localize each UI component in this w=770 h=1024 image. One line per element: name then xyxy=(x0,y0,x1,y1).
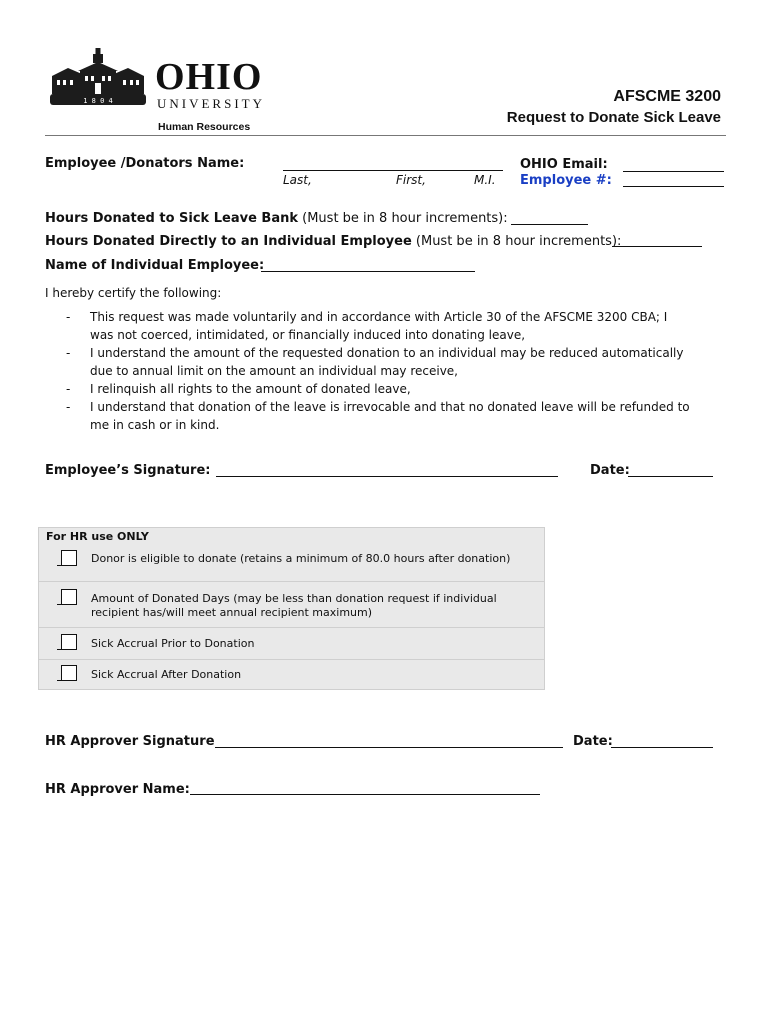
checkbox-underline xyxy=(57,604,77,605)
certification-item-line: I understand that donation of the leave is irrevocable and that no donated leave will be refunded to xyxy=(90,400,690,414)
hours-individual-note: (Must be in 8 hour increments): xyxy=(415,234,622,249)
hr-checklist-label-line: Amount of Donated Days (may be less than donation request if individual xyxy=(91,592,497,605)
hr-approver-date-field[interactable] xyxy=(611,734,713,748)
employee-signature-field[interactable] xyxy=(216,463,558,477)
hr-checklist-label: Sick Accrual After Donation xyxy=(91,668,242,681)
hours-individual-field[interactable] xyxy=(612,233,702,247)
individual-employee-name-field[interactable] xyxy=(261,258,475,272)
seal-year: 1 8 0 4 xyxy=(83,97,113,105)
ohio-email-label: OHIO Email: xyxy=(520,157,608,172)
bullet-dash: - xyxy=(66,382,71,396)
certification-item xyxy=(45,398,735,434)
hr-checklist-row xyxy=(39,542,544,581)
bullet-dash: - xyxy=(66,346,71,360)
certification-intro: I hereby certify the following: xyxy=(45,286,222,300)
individual-employee-name-label: Name of Individual Employee: xyxy=(45,258,265,273)
hr-approver-signature-label: HR Approver Signature xyxy=(45,734,215,749)
hr-checklist-row xyxy=(39,581,544,628)
certification-item-line: due to annual limit on the amount an individual may receive, xyxy=(90,364,458,378)
certification-item-line: was not coerced, intimidated, or financially induced into donating leave, xyxy=(90,328,526,342)
hr-approver-date-label: Date: xyxy=(573,734,613,749)
hours-bank-label: Hours Donated to Sick Leave Bank xyxy=(45,211,298,226)
sick-accrual-prior-checkbox[interactable] xyxy=(61,634,77,650)
hr-checklist-label: Sick Accrual Prior to Donation xyxy=(91,637,255,650)
employee-signature-label: Employee’s Signature: xyxy=(45,463,211,478)
employee-number-field[interactable] xyxy=(623,173,724,187)
hours-bank-note: (Must be in 8 hour increments): xyxy=(302,211,508,226)
employee-number-label: Employee #: xyxy=(520,173,612,188)
middle-initial-caption: M.I. xyxy=(474,173,496,187)
checkbox-underline xyxy=(57,680,77,681)
certification-item xyxy=(45,344,735,380)
certification-item-line: This request was made voluntarily and in accordance with Article 30 of the AFSCME 3200 CBA; I xyxy=(90,310,668,324)
certification-item xyxy=(45,380,735,398)
hours-individual-row xyxy=(45,234,621,249)
checkbox-underline xyxy=(57,565,77,566)
employee-date-field[interactable] xyxy=(628,463,713,477)
hr-approver-signature-field[interactable] xyxy=(215,734,563,748)
employee-date-label: Date: xyxy=(590,463,630,478)
hours-individual-label: Hours Donated Directly to an Individual Employee xyxy=(45,234,412,249)
employee-name-field[interactable] xyxy=(283,158,503,171)
hr-approver-name-label: HR Approver Name: xyxy=(45,782,190,797)
bullet-dash: - xyxy=(66,310,71,324)
hr-checklist-label xyxy=(91,592,497,620)
hr-use-title: For HR use ONLY xyxy=(46,530,149,543)
certification-item-line: I understand the amount of the requested donation to an individual may be reduced automatically xyxy=(90,346,684,360)
university-wordmark: UNIVERSITY xyxy=(157,96,265,111)
hr-approver-name-field[interactable] xyxy=(190,781,540,795)
hr-checklist-row xyxy=(39,659,544,690)
last-name-caption: Last, xyxy=(283,173,312,187)
brand-wordmark: OHIO xyxy=(155,56,263,98)
hours-bank-field[interactable] xyxy=(511,211,588,225)
certification-item xyxy=(45,308,735,344)
ohio-email-field[interactable] xyxy=(623,158,724,172)
form-number: AFSCME 3200 xyxy=(613,88,721,105)
certification-list xyxy=(45,308,735,434)
certification-item-line: me in cash or in kind. xyxy=(90,418,220,432)
bullet-dash: - xyxy=(66,400,71,414)
employee-name-label: Employee /Donators Name: xyxy=(45,156,245,171)
sick-accrual-after-checkbox[interactable] xyxy=(61,665,77,681)
hr-checklist-label-line: recipient has/will meet annual recipient maximum) xyxy=(91,606,373,619)
hr-checklist-label: Donor is eligible to donate (retains a minimum of 80.0 hours after donation) xyxy=(91,552,511,565)
hours-bank-row xyxy=(45,211,508,226)
hr-checklist-row xyxy=(39,627,544,660)
donor-eligible-checkbox[interactable] xyxy=(61,550,77,566)
donated-days-checkbox[interactable] xyxy=(61,589,77,605)
department-name: Human Resources xyxy=(158,121,251,133)
header-divider xyxy=(45,135,726,136)
form-title: Request to Donate Sick Leave xyxy=(506,109,721,126)
checkbox-underline xyxy=(57,649,77,650)
ohio-university-seal-logo xyxy=(48,48,148,106)
certification-item-line: I relinquish all rights to the amount of donated leave, xyxy=(90,382,411,396)
first-name-caption: First, xyxy=(396,173,426,187)
hr-use-only-panel xyxy=(38,527,545,690)
